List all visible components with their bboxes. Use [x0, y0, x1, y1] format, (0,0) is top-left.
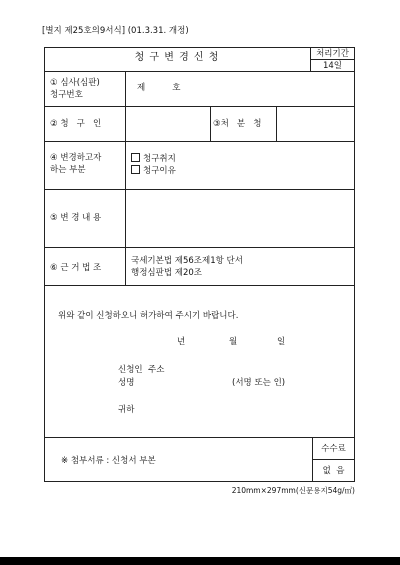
date-day: 일	[277, 337, 286, 347]
processing-period-label: 처리기간	[316, 49, 349, 59]
label-column-divider-5	[125, 247, 126, 285]
row-divider-2	[44, 106, 355, 107]
change-option-2-label: 청구이유	[143, 166, 176, 176]
recipient: 귀하	[118, 405, 135, 415]
row-divider-7	[44, 437, 355, 438]
row-divider-4	[44, 189, 355, 190]
form-title: 청 구 변 경 신 청	[134, 52, 220, 63]
paper-spec: 210mm×297mm(신문용지54g/㎡)	[231, 486, 355, 495]
case-number-label: ① 심사(심판) 청구번호	[50, 78, 100, 100]
row-divider-1	[44, 71, 355, 72]
fee-divider	[312, 459, 355, 460]
form-header-note: [별지 제25호의9서식] (01.3.31. 개정)	[42, 26, 189, 36]
case-number-value: 제 호	[137, 83, 181, 93]
row-divider-5	[44, 247, 355, 248]
processing-period-value: 14일	[322, 61, 343, 71]
date-year: 년	[177, 337, 186, 347]
page-bottom-bar	[0, 557, 400, 565]
change-content-label: ⑤ 변 경 내 용	[50, 213, 102, 223]
signature-note: (서명 또는 인)	[232, 378, 286, 388]
change-option-1	[131, 153, 176, 164]
applicant-name-label: 성명	[118, 378, 135, 388]
fee-value: 없 음	[322, 466, 345, 476]
applicant-address-label: 신청인 주소	[118, 365, 165, 375]
row-divider-3	[44, 141, 355, 142]
change-option-2	[131, 165, 176, 176]
label-column-divider-2	[125, 106, 126, 141]
disposition-office-divider	[276, 106, 277, 141]
fee-label: 수수료	[321, 444, 346, 454]
label-column-divider-1	[125, 71, 126, 106]
legal-basis-label: ⑥ 근 거 법 조	[50, 263, 102, 273]
legal-basis-value: 국세기본법 제56조제1항 단서 행정심판법 제20조	[131, 256, 243, 278]
date-month: 월	[229, 337, 238, 347]
change-part-label: ④ 변경하고자 하는 부분	[50, 153, 102, 175]
processing-period-divider	[310, 59, 355, 60]
checkbox-icon	[131, 165, 140, 174]
label-column-divider-4	[125, 189, 126, 247]
disposition-office-label: ③처 분 청	[213, 119, 262, 129]
change-option-1-label: 청구취지	[143, 154, 176, 164]
row-divider-6	[44, 285, 355, 286]
claimant-value-divider	[210, 106, 211, 141]
claimant-label: ② 청 구 인	[50, 119, 102, 129]
label-column-divider-3	[125, 141, 126, 189]
attachment-note: ※ 첨부서류 : 신청서 부본	[61, 456, 156, 466]
checkbox-icon	[131, 153, 140, 162]
declaration-text: 위와 같이 신청하오니 허가하여 주시기 바랍니다.	[58, 311, 239, 321]
